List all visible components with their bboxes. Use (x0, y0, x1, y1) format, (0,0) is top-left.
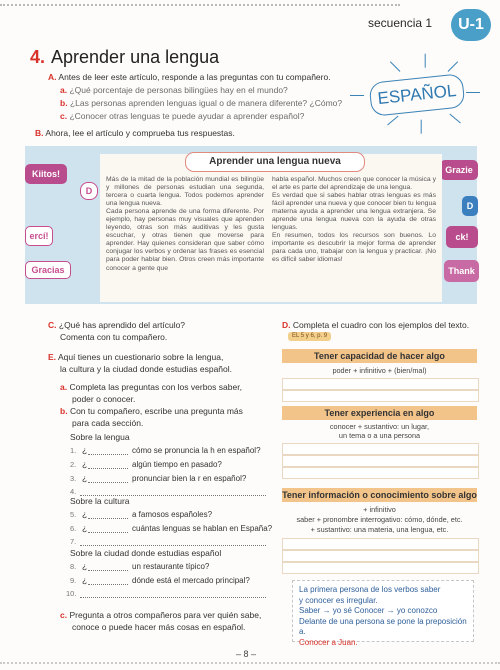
part-b-instruction (35, 128, 235, 138)
sticker-merci: ercí! (25, 226, 53, 246)
item-text: ¿Qué porcentaje de personas bilingües hay en el mundo? (69, 85, 288, 95)
sticker-thank: Thank (444, 260, 479, 282)
question-text: un restaurante típico? (132, 562, 210, 571)
ray (390, 61, 401, 72)
table-rule: poder + infinitivo + (bien/mal) (332, 366, 427, 375)
part-e-c-letter: c. (60, 610, 68, 620)
item-number: 7. (70, 537, 77, 546)
ray (420, 120, 421, 134)
section-number: 4. (30, 47, 46, 67)
article-paragraph: Más de la mitad de la población mundial es bilingüe y millones de personas estudian una segunda, tercera o cuarta lengua. Todos podemos aprender una lengua nueva. (106, 176, 264, 208)
question-text: pronunciar bien la r en español? (132, 474, 247, 483)
part-e-b-line2: para cada sección. (72, 418, 144, 428)
article-paragraph: Cada persona aprende de una forma diferente. Por ejemplo, hay personas muy visuales que aprenden leyendo, otras son más auditivas y les gusta escuchar, y otras tienen que moverse para aprender. Hay quienes consideran que saber cómo conjugar los verbos y ordenar las frases es esencial para poder hablar bien. Otros creen más importante conocer a gente que (106, 208, 264, 272)
open-question-mark: ¿ (82, 523, 88, 533)
item-number: 6. (70, 524, 77, 533)
unit-badge: U-1 (451, 9, 491, 41)
note-line: Delante de una persona se pone la preposición a. (299, 616, 467, 637)
group-title: Sobre la cultura (70, 496, 130, 506)
part-e-a-letter: a. (60, 382, 68, 392)
open-question-mark: ¿ (82, 473, 88, 483)
part-d-letter: D. (282, 320, 291, 330)
open-question-mark: ¿ (82, 509, 88, 519)
table-answer-line[interactable] (282, 550, 479, 562)
sticker-d-right: D (462, 196, 478, 216)
item-letter: b. (60, 98, 68, 108)
answer-blank[interactable] (88, 569, 128, 571)
item-text: ¿Las personas aprenden lenguas igual o de manera diferente? ¿Cómo? (69, 98, 343, 108)
table-answer-line[interactable] (282, 443, 479, 455)
table-answer-line[interactable] (282, 538, 479, 550)
article-paragraph: Es verdad que si sabes hablar otras lenguas es más fácil aprender una nueva y que conocer bien tu lengua materna ayuda a aprender una lengua extranjera. Se aprende una lengua nueva con la ayuda de otras lenguas. (272, 192, 436, 232)
part-e-c-line2: conoce o puede hacer más cosas en español. (72, 622, 246, 632)
section-title (30, 47, 219, 68)
table-header-informacion: Tener información o conocimiento sobre algo (282, 490, 477, 500)
sticker-gracias: Gracias (25, 261, 71, 279)
answer-blank[interactable] (88, 481, 128, 483)
item-number: 10. (66, 589, 77, 598)
item-text: ¿Conocer otras lenguas te puede ayudar a aprender español? (69, 111, 305, 121)
item-number: 5. (70, 510, 77, 519)
part-a-text: Antes de leer este artículo, responde a las preguntas con tu compañero. (58, 72, 331, 82)
ray (424, 54, 425, 68)
question-text: algún tiempo en pasado? (132, 460, 222, 469)
group-title: Sobre la lengua (70, 432, 130, 442)
part-b-letter: B. (35, 128, 44, 138)
part-e-a-text: Completa las preguntas con los verbos saber, (69, 382, 242, 392)
part-e-b-letter: b. (60, 406, 68, 416)
table-header-capacidad: Tener capacidad de hacer algo (282, 349, 477, 363)
sequence-label: secuencia 1 (368, 16, 433, 30)
answer-blank[interactable] (88, 531, 128, 533)
table-rule: un tema o a una persona (338, 431, 421, 440)
part-a-instruction (48, 72, 331, 82)
item-number: 2. (70, 460, 77, 469)
sticker-kiitos: Kiitos! (25, 164, 67, 184)
article-paragraph: habla español. Muchos creen que conocer la música y el arte es parte del aprendizaje de una lengua. (272, 176, 436, 192)
sticker-d-left: D (80, 182, 98, 200)
table-rule: + sustantivo: una materia, una lengua, etc. (310, 525, 449, 534)
bottom-dotted-rule (0, 662, 500, 664)
group-title: Sobre la ciudad donde estudias español (70, 548, 222, 558)
article-column-1 (106, 176, 264, 273)
item-number: 9. (70, 576, 77, 585)
question-text: cómo se pronuncia la h en español? (132, 446, 261, 455)
note-line: y conocer es irregular. (299, 595, 378, 605)
part-d-text: Completa el cuadro con los ejemplos del texto. (292, 320, 470, 330)
question-text: dónde está el mercado principal? (132, 576, 250, 585)
answer-blank[interactable] (80, 596, 266, 598)
part-e-instruction (48, 352, 223, 362)
section-title-text: Aprender una lengua (51, 47, 220, 67)
page-number: – 8 – (236, 649, 257, 659)
article-column-2 (272, 176, 436, 265)
part-a-item (60, 111, 304, 121)
part-a-item (60, 98, 342, 108)
part-e-letter: E. (48, 352, 57, 362)
table-rule: + infinitivo (363, 505, 396, 514)
answer-blank[interactable] (88, 467, 128, 469)
item-letter: a. (60, 85, 68, 95)
part-e-line2: la cultura y la ciudad donde estudias español. (60, 364, 233, 374)
table-answer-line[interactable] (282, 455, 479, 467)
table-answer-line[interactable] (282, 378, 479, 390)
espanol-label: ESPAÑOL (368, 73, 465, 117)
ray (350, 95, 364, 96)
table-rule: conocer + sustantivo: un lugar, (329, 422, 430, 431)
part-c-line1: ¿Qué has aprendido del artículo? (58, 320, 186, 330)
part-b-text: Ahora, lee el artículo y comprueba tus respuestas. (45, 128, 235, 138)
table-header-experiencia: Tener experiencia en algo (282, 406, 477, 420)
question-text: a famosos españoles? (132, 510, 213, 519)
article-paragraph: En resumen, todos los recursos son buenos. Lo importante es descubrir la mejor forma de aprender para cada uno, trabajar con la lengua y practicar. ¡No es difícil saber idiomas! (272, 232, 436, 264)
table-answer-line[interactable] (282, 467, 479, 479)
table-answer-line[interactable] (282, 390, 479, 402)
ray (387, 116, 399, 126)
note-text (293, 581, 473, 653)
part-c-letter: C. (48, 320, 57, 330)
item-number: 4. (70, 487, 77, 496)
part-d-instruction (282, 320, 469, 330)
part-e-b (60, 406, 243, 416)
exercise-ref-tag: EL 5 y 6, p. 9 (288, 332, 331, 341)
item-number: 3. (70, 474, 77, 483)
ray (466, 92, 480, 93)
open-question-mark: ¿ (82, 575, 88, 585)
answer-blank[interactable] (88, 517, 128, 519)
item-letter: c. (60, 111, 68, 121)
part-e-a (60, 382, 242, 392)
part-a-letter: A. (48, 72, 57, 82)
ray (448, 61, 459, 72)
part-e-line1: Aquí tienes un cuestionario sobre la lengua, (57, 352, 224, 362)
article-title: Aprender una lengua nueva (185, 152, 365, 172)
answer-blank[interactable] (80, 544, 266, 546)
question-text: cuántas lenguas se hablan en España? (132, 524, 273, 533)
table-answer-line[interactable] (282, 562, 479, 574)
part-a-item (60, 85, 288, 95)
note-line: Conocer a Juan. (299, 637, 358, 647)
note-line: Saber → yo sé Conocer → yo conozco (299, 606, 438, 616)
part-e-c (60, 610, 261, 620)
part-e-b-text: Con tu compañero, escribe una pregunta más (69, 406, 243, 416)
part-c-line2: Comenta con tu compañero. (60, 332, 168, 342)
sticker-danke: ck! (446, 226, 478, 248)
ray (449, 114, 461, 124)
item-number: 1. (70, 446, 77, 455)
note-line: La primera persona de los verbos saber (299, 585, 441, 594)
part-e-c-text: Pregunta a otros compañeros para ver quién sabe, (69, 610, 262, 620)
answer-blank[interactable] (88, 453, 128, 455)
sticker-grazie: Grazie (440, 160, 478, 180)
open-question-mark: ¿ (82, 445, 88, 455)
part-c-instruction (48, 320, 185, 330)
table-rule: saber + pronombre interrogativo: cómo, dónde, etc. (296, 515, 463, 524)
item-number: 8. (70, 562, 77, 571)
open-question-mark: ¿ (82, 561, 88, 571)
answer-blank[interactable] (88, 583, 128, 585)
part-e-a-line2: poder o conocer. (72, 394, 136, 404)
open-question-mark: ¿ (82, 459, 88, 469)
grammar-note (292, 580, 474, 647)
top-dotted-rule (0, 4, 400, 6)
